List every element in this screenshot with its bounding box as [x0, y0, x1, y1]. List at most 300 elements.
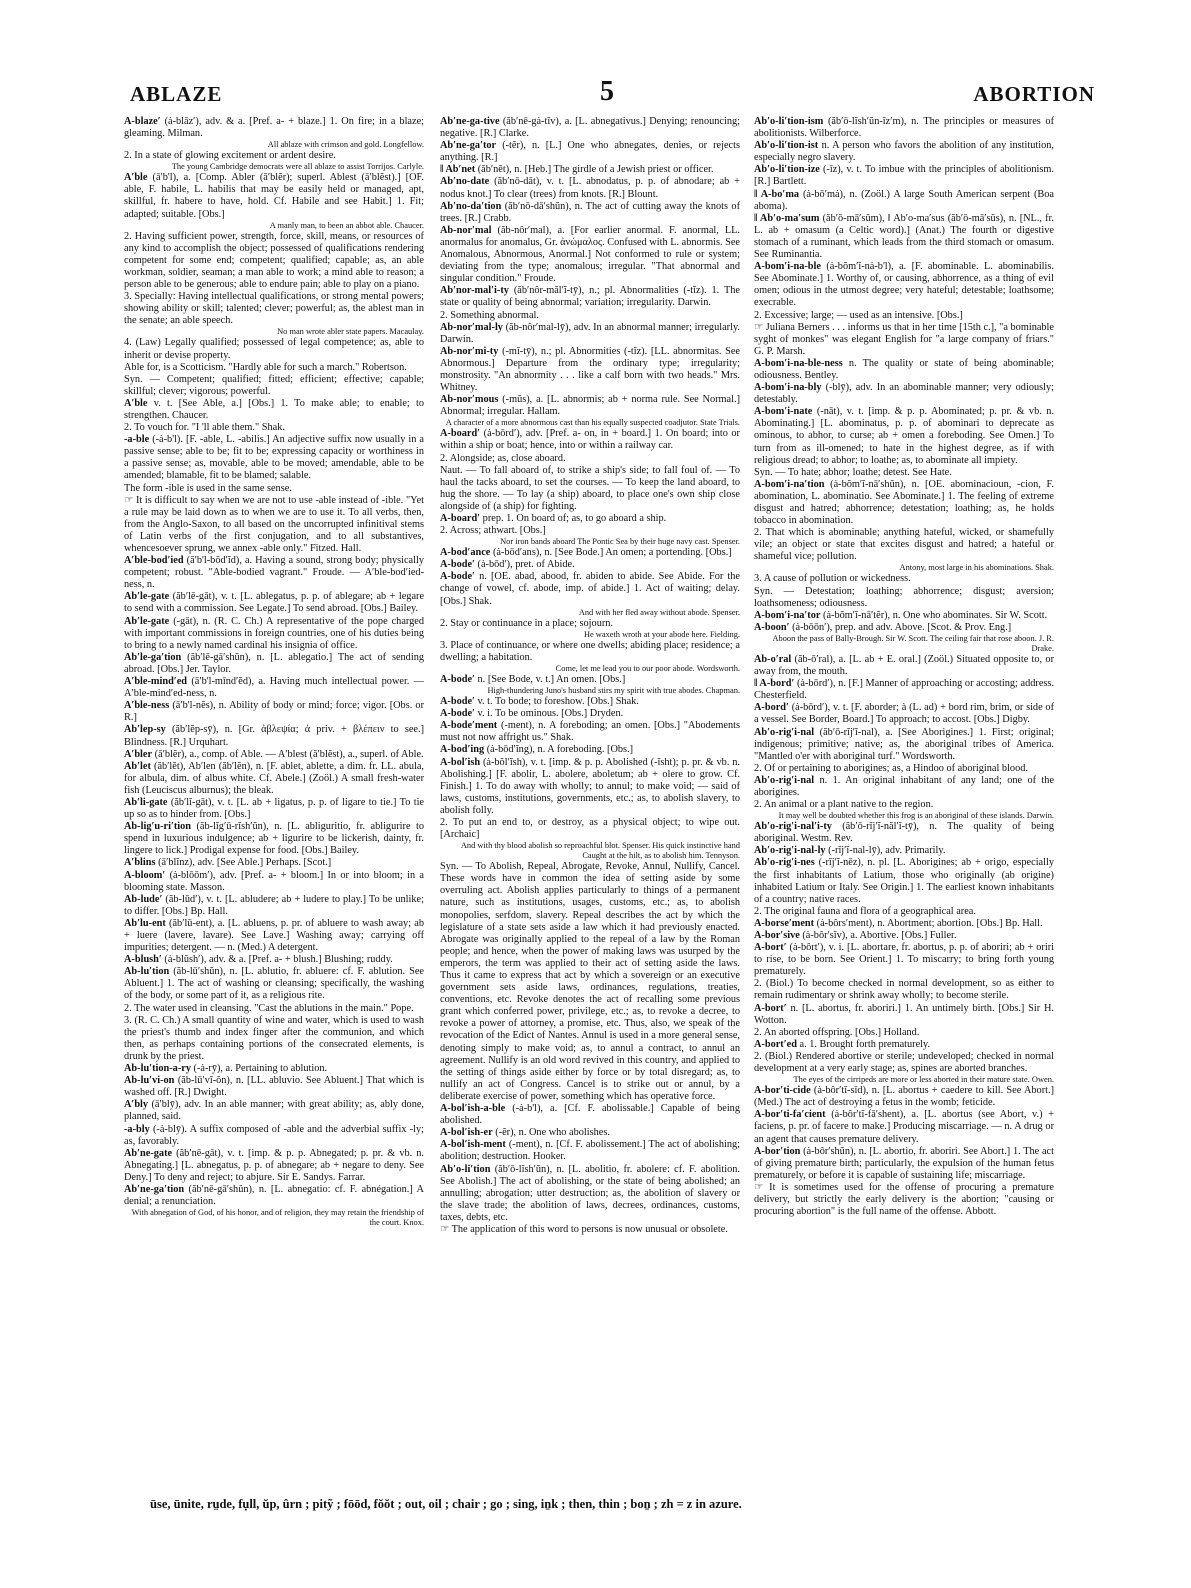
headword: A-bol′ish-a-ble [440, 1103, 506, 1115]
dictionary-entry [754, 213, 1054, 261]
page-header [90, 76, 1095, 116]
entry-sense [440, 640, 740, 664]
definition-text: v. i. To be ominous. [Obs.] Dryden. [477, 708, 624, 720]
definition-text: Syn. — To hate; abhor; loathe; detest. See Hate. [754, 466, 952, 478]
column-left [124, 116, 424, 1476]
definition-text: (ȧ-bōd′ĭng), n. A foreboding. [Obs.] [486, 744, 634, 756]
definition-text: 2. An aborted offspring. [Obs.] Holland. [754, 1026, 920, 1038]
definition-text: 2. Excessive; large; — used as an intensive. [Obs.] [754, 309, 963, 321]
definition-text: (ăb′ō-mā′sŭm), ‖ Ab′o-ma′sus (ăb′ō-mā′sŭs), n. [NL., fr. L. ab + omasum (a Celtic word).] (Anat.) The fourth or digestive stomach of a ruminant, which leads from the third stomach or omasum. See Ruminantia. [754, 212, 1054, 261]
dictionary-entry [440, 164, 740, 176]
column-middle [440, 116, 740, 1476]
dictionary-entry [124, 870, 424, 894]
dictionary-entry [754, 1085, 1054, 1109]
definition-text: (ăb-nôr′mal-lȳ), adv. In an abnormal manner; irregularly. Darwin. [440, 321, 740, 345]
headword: A-bode′ [440, 673, 475, 685]
headword: Ab-lu′tion [124, 966, 170, 978]
definition-text: (ȧ-bôr′tĭ-sīd), n. [L. abortus + caedere to kill. See Abort.] (Med.) The act of destroying a fetus in the womb; feticide. [754, 1085, 1054, 1109]
dictionary-entry [440, 1103, 740, 1127]
dictionary-entry [754, 775, 1054, 799]
definition-text: (ȧ-blōōm′), adv. [Pref. a- + bloom.] In or into bloom; in a blooming state. Masson. [124, 869, 424, 893]
definition-text: (ȧ-bōrd′), v. t. [F. aborder; à (L. ad) + bord rim, brim, or side of a vessel. See Border, Board.] To approach; to accost. [Obs.] Digby. [754, 702, 1054, 726]
dictionary-entry [440, 744, 740, 756]
definition-text: 2. Across; athwart. [Obs.] [440, 525, 546, 537]
entry-sense [440, 310, 740, 322]
dictionary-entry [124, 966, 424, 1002]
definition-text: (ăb-lĭg′ū-rĭsh′ŭn), n. [L. abliguritio, fr. abligurire to spend in luxurious indulgence; ab + ligurire to be lickerish, dainty, fr. lingere to lick.] Prodigal expense for food. [Obs.] Bailey. [124, 821, 424, 857]
dictionary-entry [440, 559, 740, 571]
entry-sense [754, 322, 1054, 358]
entry-sense [754, 763, 1054, 775]
definition-text: 3. Place of continuance, or where one dwells; abiding place; residence; a dwelling; a habitation. [440, 639, 740, 663]
headword: A-bord′ [754, 702, 789, 714]
headword: Ab′o-rig′i-nal′i-ty [754, 821, 832, 833]
entry-sense [754, 310, 1054, 322]
headword: Ab′le-ga′tion [124, 651, 182, 663]
definition-text: (ā′blẽr), a., comp. of Able. — A′blest (ā′blĕst), a., superl. of Able. [154, 748, 424, 760]
definition-text: (ăb′lĭ-gāt), v. t. [L. ab + ligatus, p. p. of ligare to tie.] To tie up so as to hinder from. [Obs.] [124, 796, 424, 821]
headword: A′ble [124, 397, 148, 409]
definition-text: n. [OE. abad, abood, fr. abiden to abide. See Abide. For the change of vowel, cf. abode, imp. of abide.] 1. Act of waiting; delay. [Obs.] Shak. [440, 571, 740, 607]
headword: Ab′lep-sy [124, 724, 166, 736]
citation-quote: A character of a more abnormous cast than his equally suspected coadjutor. State Trials. [445, 418, 740, 428]
definition-text: 4. (Law) Legally qualified; possessed of legal competence; as, able to inherit or devise property. [124, 337, 424, 361]
definition-text: (ăb-ō′ral), a. [L. ab + E. oral.] (Zoöl.) Situated opposite to, or away from, the mouth. [754, 653, 1054, 678]
dictionary-entry [440, 285, 740, 309]
headword: A-board′ [440, 428, 481, 440]
definition-text: (-mĭ-tȳ), n.; pl. Abnormities (-tĭz). [LL. abnormitas. See Abnormous.] Departure from the ordinary type; irregularity; monstrosity. "An abnormity . . . like a calf born with two heads." Mrs. Whitney. [440, 345, 740, 394]
headword: ‖ A-bo′ma [754, 188, 800, 200]
dictionary-entry [754, 942, 1054, 978]
definition-text: (ăb′lē-gā′shŭn), n. [L. ablegatio.] The act of sending abroad. [Obs.] Jer. Taylor. [124, 651, 424, 675]
headword: Ab′o-li′tion-ism [754, 116, 824, 127]
dictionary-entry [124, 434, 424, 482]
entry-sense [124, 150, 424, 162]
dictionary-entry [754, 1146, 1054, 1182]
definition-text: (ăb′nō-dā′shŭn), n. The act of cutting away the knots of trees. [R.] Crabb. [440, 200, 740, 224]
citation-quote: High-thundering Juno's husband stirs my spirit with true abodes. Chapman. [487, 686, 740, 696]
dictionary-entry [440, 428, 740, 452]
definition-text: (-rĭj′ĭ-nal-lȳ), adv. Primarily. [828, 845, 946, 857]
dictionary-entry [754, 382, 1054, 406]
definition-text: ☞ Juliana Berners . . . informs us that in her time [15th c.], "a bominable syght of monkes" was elegant English for "a large company of friars." G. P. Marsh. [754, 321, 1054, 357]
dictionary-entry [754, 727, 1054, 763]
dictionary-entry [440, 547, 740, 559]
definition-text: (ā′b'l-mīnd′ĕd), a. Having much intellectual power. — A′ble-mind′ed-ness, n. [124, 676, 424, 700]
headword: Ab′lu-ent [124, 917, 166, 929]
dictionary-entry [124, 700, 424, 724]
citation-quote: Antony, most large in his abominations. Shak. [899, 563, 1054, 573]
definition-text: (-gāt), n. (R. C. Ch.) A representative of the pope charged with important commissions in foreign countries, one of his duties being to bring to a newly named cardinal his insignia of office. [124, 615, 424, 651]
dictionary-entry [754, 702, 1054, 726]
headword: Ab-nor′mi-ty [440, 345, 499, 357]
headword: A-bod′ance [440, 547, 491, 559]
definition-text: (ȧ-blŭsh′), adv. & a. [Pref. a- + blush.] Blushing; ruddy. [164, 954, 393, 966]
definition-text: n. 1. An original inhabitant of any land; one of the aborigines. [754, 774, 1054, 798]
definition-text: 2. Of or pertaining to aborigines; as, a Hindoo of aboriginal blood. [754, 762, 1028, 774]
definition-text: (-blȳ), adv. In an abominable manner; very odiously; detestably. [754, 382, 1054, 406]
dictionary-entry [754, 821, 1054, 845]
definition-text: 2. Something abnormal. [440, 309, 539, 321]
dictionary-entry [124, 761, 424, 797]
headword: Ab′ne-ga-tive [440, 116, 500, 127]
definition-text: (-ȧ-blȳ). A suffix composed of -able and the adverbial suffix -ly; as, favorably. [124, 1123, 424, 1147]
entry-sense [124, 362, 424, 374]
definition-text: 2. Alongside; as, close aboard. [440, 452, 566, 464]
entry-sense [124, 374, 424, 398]
dictionary-entry [124, 821, 424, 857]
definition-text: 2. To put an end to, or destroy, as a physical object; to wipe out. [Archaic] [440, 816, 740, 841]
headword: -a-bly [124, 1123, 150, 1135]
dictionary-entry [124, 652, 424, 676]
headword: A′bly [124, 1099, 149, 1111]
dictionary-entry [440, 757, 740, 817]
dictionary-entry [754, 261, 1054, 309]
headword: A-blaze′ [124, 116, 161, 127]
headword: A-bom′i-na-ble-ness [754, 357, 843, 369]
headword: A-blush′ [124, 954, 162, 966]
dictionary-entry [124, 172, 424, 220]
definition-text: 2. (Biol.) To become checked in normal development, so as either to remain rudimentary or shrink away wholly; to become sterile. [754, 978, 1054, 1002]
definition-text: 2. In a state of glowing excitement or ardent desire. [124, 150, 336, 162]
definition-text: (ăb′nē-gā′shŭn), n. [L. abnegatio: cf. F. abnégation.] A denial; a renunciation. [124, 1183, 424, 1208]
headword: A′ble-bod′ied [124, 555, 184, 567]
definition-text: (-īz), v. t. To imbue with the principles of abolitionism. [R.] Bartlett. [754, 164, 1054, 188]
dictionary-entry [440, 708, 740, 720]
headword: A′bler [124, 748, 153, 760]
definition-text: (ăb′nĕt), n. [Heb.] The girdle of a Jewish priest or officer. [477, 164, 714, 176]
entry-sense [754, 799, 1054, 811]
definition-text: ☞ It is sometimes used for the offense of procuring a premature delivery, but strictly the early delivery is the abortion; "causing or procuring abortion" is the full name of the offense. Abbott. [754, 1181, 1054, 1218]
definition-text: 2. To vouch for. "I 'll able them." Shak. [124, 422, 285, 434]
headword: A-bode′ [440, 559, 475, 571]
definition-text: (ā′b'l), a. [Comp. Abler (ā′blẽr); superl. Ablest (ā′blĕst).] [OF. able, F. habile, L. habilis that may be easily held or managed, apt, skillful, fr. habere to have, hold. Cf. Habile and see Habit.] 1. Fit; adapted; suitable. [Obs.] [124, 172, 424, 220]
headword: A-bod′ing [440, 744, 485, 756]
entry-sense [124, 337, 424, 361]
headword: Ab′o-rig′i-nes [754, 857, 815, 869]
definition-text: (ā′b'l-nĕs), n. Ability of body or mind; force; vigor. [Obs. or R.] [124, 700, 424, 724]
definition-text: 3. (R. C. Ch.) A small quantity of wine and water, which is used to wash the priest's thumb and index finger after the communion, and which then, as perhaps containing portions of the consecrated elements, is drunk by the priest. [124, 1014, 424, 1062]
guide-word-right: ABORTION [973, 82, 1095, 106]
headword: Ab-nor′mal-ly [440, 321, 503, 333]
pronunciation-key: ūse, ūnite, rṳde, fụll, ŭp, ûrn ; pitỹ ; fōōd, fŏŏt ; out, oil ; chair ; go ; sing, iṉk ; then, thin ; boṉ ; zh = z in azure. [150, 1497, 742, 1511]
headword: Ab′le-gate [124, 615, 170, 627]
entry-sense [754, 906, 1054, 918]
headword: -a-ble [124, 434, 150, 446]
citation-quote: The young Cambridge democrats were all ablaze to assist Torrijos. Carlyle. [171, 162, 424, 172]
definition-text: (ăb′ō-lĭsh′ŭn), n. [L. abolitio, fr. abolere: cf. F. abolition. See Abolish.] The act of abolishing, or the state of being abolished; an annulling; abrogation; utter destruction; as, the abolition of slavery or the slave trade; the abolition of laws, decrees, ordinances, customs, taxes, debts, etc. [440, 1163, 740, 1223]
dictionary-entry [124, 398, 424, 422]
headword: ‖ Ab′net [440, 164, 476, 176]
headword: A-borse′ment [754, 917, 815, 929]
headword: Ab′ne-ga′tion [124, 1183, 185, 1195]
definition-text: ☞ The application of this word to persons is now unusual or obsolete. [440, 1223, 728, 1235]
entry-sense [754, 1051, 1054, 1075]
dictionary-entry [124, 1124, 424, 1148]
dictionary-entry [124, 894, 424, 918]
dictionary-entry [440, 140, 740, 164]
dictionary-entry [124, 857, 424, 869]
definition-text: (ȧ-bŏm′ĭ-nā′tẽr), n. One who abominates. Sir W. Scott. [823, 609, 1048, 621]
headword: Ab′ne-ga′tor [440, 140, 497, 152]
dictionary-entry [440, 720, 740, 744]
dictionary-entry [124, 1099, 424, 1123]
dictionary-entry [440, 513, 740, 525]
definition-text: (ăb′lĕp-sȳ), n. [Gr. ἀβλεψία; ἀ priv. + βλέπειν to see.] Blindness. [R.] Urquhart. [124, 724, 424, 748]
dictionary-entry [754, 479, 1054, 527]
definition-text: (ȧ-bōd′ans), n. [See Bode.] An omen; a portending. [Obs.] [492, 547, 732, 559]
definition-text: (-mŭs), a. [L. abnormis; ab + norma rule. See Normal.] Abnormal; irregular. Hallam. [440, 394, 740, 418]
dictionary-entry [440, 116, 740, 140]
entry-sense [440, 525, 740, 537]
definition-text: prep. 1. On board of; as, to go aboard a ship. [482, 513, 667, 524]
headword: A-bode′ [440, 571, 475, 583]
dictionary-entry [754, 1109, 1054, 1145]
headword: Ab′ne-gate [124, 1147, 173, 1159]
citation-quote: With abnegation of God, of his honor, and of religion, they may retain the friendship of the court. Knox. [131, 1208, 424, 1228]
citation-quote: Aboon the pass of Bally-Brough. Sir W. Scott. The ceiling fair that rose aboon. J. R. Drake. [772, 633, 1054, 653]
headword: A-bor′tion [754, 1145, 801, 1157]
dictionary-entry [124, 676, 424, 700]
entry-sense [124, 495, 424, 555]
entry-sense [754, 573, 1054, 585]
entry-sense [124, 231, 424, 291]
headword: Ab′li-gate [124, 796, 168, 808]
definition-text: n. [L. abortus, fr. aboriri.] 1. An untimely birth. [Obs.] Sir H. Wotton. [754, 1002, 1054, 1026]
headword: A-bode′ [440, 696, 475, 708]
dictionary-entry [124, 116, 424, 140]
headword: Ab′o-rig′i-nal-ly [754, 845, 826, 857]
definition-text: (ā′blĭnz), adv. [See Able.] Perhaps. [Scot.] [158, 857, 332, 869]
citation-quote: It may well be doubted whether this frog is an aboriginal of these islands. Darwin. [778, 811, 1054, 821]
dictionary-entry [124, 591, 424, 615]
dictionary-entry [124, 918, 424, 954]
definition-text: (ȧ-bôr′sĭv), a. Abortive. [Obs.] Fuller. [802, 930, 957, 941]
entry-sense [124, 422, 424, 434]
headword: A-bor′ti-cide [754, 1085, 811, 1097]
dictionary-entry [124, 1148, 424, 1184]
entry-sense [124, 291, 424, 327]
headword: Ab′let [124, 760, 151, 772]
definition-text: (ȧ-bŏm′ĭ-nā′shŭn), n. [OE. abominacioun, -cion, F. abomination, L. abominatio. See Abominate.] 1. The feeling of extreme disgust and hatred; abhorrence; detestation; loathing; as, he holds tobacco in abomination. [754, 478, 1054, 527]
headword: A-bode′ment [440, 720, 498, 732]
headword: A-bort′ [754, 1002, 787, 1014]
definition-text: (ȧ-bôrt′), v. i. [L. abortare, fr. abortus, p. p. of aboriri; ab + oriri to rise, to be born. See Orient.] 1. To miscarry; to bring forth young prematurely. [754, 942, 1054, 978]
headword: ‖ A-bord′ [754, 678, 795, 690]
definition-text: (ăb′lū-ent), a. [L. abluens, p. pr. of abluere to wash away; ab + luere (lavere, lavare). See Lave.] Washing away; carrying off impurities; detergent. — n. (Med.) A detergent. [124, 917, 424, 954]
headword: Ab′no-da′tion [440, 200, 502, 212]
dictionary-entry [754, 654, 1054, 678]
citation-quote: A manly man, to been an abbot able. Chaucer. [269, 220, 424, 230]
dictionary-entry [754, 610, 1054, 622]
dictionary-entry [754, 189, 1054, 213]
definition-text: (ăb′nē-gȧ-tĭv), a. [L. abnegativus.] Denying; renouncing; negative. [R.] Clarke. [440, 116, 740, 140]
dictionary-entry [440, 394, 740, 418]
headword: A-bor′ti-fa′cient [754, 1109, 826, 1121]
definition-text: 2. (Biol.) Rendered abortive or sterile; undeveloped; checked in normal development at a very early stage; as, spines are aborted branches. [754, 1050, 1054, 1075]
dictionary-entry [440, 1139, 740, 1163]
definition-text: 2. The original fauna and flora of a geographical area. [754, 905, 976, 917]
headword: A-bode′ [440, 708, 475, 720]
definition-text: 2. That which is abominable; anything hateful, wicked, or shamefully vile; an object or state that excites disgust and hatred; a hateful or shameful vice; pollution. [754, 527, 1054, 563]
definition-text: (-ȧ-b'l), a. [Cf. F. abolissable.] Capable of being abolished. [440, 1103, 740, 1127]
dictionary-entry [754, 406, 1054, 466]
entry-sense [440, 618, 740, 630]
dictionary-entry [754, 845, 1054, 857]
headword: Ab-lu′tion-a-ry [124, 1063, 191, 1075]
definition-text: (-ment), n. A foreboding; an omen. [Obs.] "Abodements must not now affright us." Shak. [440, 720, 740, 744]
definition-text: 3. A cause of pollution or wickedness. [754, 573, 911, 585]
definition-text: (ȧ-bŏl′ĭsh), v. t. [imp. & p. p. Abolished (-ĭsht); p. pr. & vb. n. Abolishing.] [F. abolir, L. abolere, aboletum; ab + olere to grow. Cf. Finish.] 1. To do away with wholly; to annul; to make void; — said of laws, customs, institutions, governments, etc.; as, to abolish slavery, to abolish folly. [440, 756, 740, 816]
dictionary-entry [754, 1003, 1054, 1027]
definition-text: v. t. [See Able, a.] [Obs.] 1. To make able; to enable; to strengthen. Chaucer. [124, 397, 424, 421]
definition-text: (-ȧ-b'l). [F. -able, L. -abilis.] An adjective suffix now usually in a passive sense; able to be; fit to be; expressing capacity or worthiness in a passive sense; as, movable, able to be moved; amendable, able to be amended; blamable, fit to be blamed; salable. [124, 434, 424, 482]
dictionary-entry [124, 1063, 424, 1075]
headword: A-bort′ [754, 942, 787, 954]
definition-text: v. t. To bode; to foreshow. [Obs.] Shak. [477, 696, 639, 708]
headword: Ab′o-li′tion [440, 1163, 491, 1175]
headword: A-bol′ish [440, 756, 481, 768]
headword: A-bom′i-na′tion [754, 478, 825, 490]
definition-text: (ȧ-bôr′shŭn), n. [L. abortio, fr. aboriri. See Abort.] 1. The act of giving premature birth; particularly, the expulsion of the human fetus prematurely, or before it is capable of sustaining life; miscarriage. [754, 1145, 1054, 1181]
definition-text: 3. Specially: Having intellectual qualifications, or strong mental powers; showing ability or skill; talented; clever; powerful; as, the ablest man in the senate; an able speech. [124, 291, 424, 327]
headword: A-bloom′ [124, 869, 166, 881]
definition-text: 2. The water used in cleansing. "Cast the ablutions in the main." Pope. [124, 1002, 414, 1014]
text-columns [124, 116, 1054, 1476]
headword: Ab′le-gate [124, 591, 170, 603]
definition-text: Syn. — Detestation; loathing; abhorrence; disgust; aversion; loathsomeness; odiousness. [754, 585, 1054, 609]
dictionary-entry [124, 616, 424, 652]
entry-sense [754, 467, 1054, 479]
headword: A′ble [124, 172, 148, 184]
citation-quote: Come, let me lead you to our poor abode. Wordsworth. [555, 663, 740, 673]
definition-text: 2. Having sufficient power, strength, force, skill, means, or resources of any kind to accomplish the object; possessed of qualifications rendering competent for some end; competent; qualified; capable; as, an able workman, soldier, seaman; a man able to work; a mind able to reason; a person able to be generous; able to endure pain; able to play on a piano. [124, 230, 424, 291]
definition-text: (ăb′nôr-măl′ĭ-tȳ), n.; pl. Abnormalities (-tĭz). 1. The state or quality of being abnormal; variation; irregularity. Darwin. [440, 285, 740, 309]
definition-text: n. The quality or state of being abominable; odiousness. Bentley. [754, 357, 1054, 381]
headword: A-bor′sive [754, 930, 800, 941]
definition-text: (ăb′ō-lĭsh′ŭn-ĭz′m), n. The principles or measures of abolitionists. Wilberforce. [754, 116, 1054, 140]
dictionary-entry [754, 164, 1054, 188]
entry-sense [440, 453, 740, 465]
citation-quote: He waxeth wroth at your abode here. Fielding. [583, 629, 740, 639]
dictionary-entry [440, 674, 740, 686]
dictionary-entry [124, 555, 424, 591]
definition-text: (ȧ-blāz′), adv. & a. [Pref. a- + blaze.] 1. On fire; in a blaze; gleaming. Milman. [124, 116, 424, 140]
headword: Ab′o-rig′i-nal [754, 726, 815, 738]
entry-sense [440, 861, 740, 1103]
headword: A-bom′i-na-bly [754, 382, 822, 394]
headword: A-bom′i-na-ble [754, 261, 821, 273]
definition-text: a. 1. Brought forth prematurely. [799, 1038, 931, 1050]
dictionary-entry [440, 696, 740, 708]
headword: Ab-lu′vi-on [124, 1075, 175, 1087]
column-right [754, 116, 1054, 1476]
definition-text: (ā′b'l-bŏd′ĭd), a. Having a sound, strong body; physically competent; robust. "Able-bodied vagrant." Froude. — A′ble-bod′ied-ness, n. [124, 555, 424, 591]
headword: A-bol′ish-ment [440, 1139, 506, 1151]
definition-text: Naut. — To fall aboard of, to strike a ship's side; to fall foul of. — To haul the tacks aboard, to set the courses. — To keep the land aboard, to hug the shore. — To lay (a ship) aboard, to place one's own ship close alongside of (a ship) for fighting. [440, 464, 740, 512]
dictionary-entry [440, 322, 740, 346]
headword: Ab′nor-mal′i-ty [440, 285, 509, 297]
entry-sense [124, 1015, 424, 1063]
citation-quote: And with her fled away without abode. Spenser. [578, 607, 740, 617]
definition-text: (ȧ-bōrd′), adv. [Pref. a- on, in + board.] 1. On board; into or within a ship or boat; hence, into or within a railway car. [440, 428, 740, 452]
definition-text: 2. Stay or continuance in a place; sojourn. [440, 617, 613, 629]
entry-sense [440, 465, 740, 513]
definition-text: (ȧ-bōōn′), prep. and adv. Above. [Scot. & Prov. Eng.] [792, 621, 1012, 633]
headword: A-bort′ed [754, 1038, 797, 1050]
definition-text: The form -ible is used in the same sense. [124, 482, 292, 494]
definition-text: Syn. — Competent; qualified; fitted; efficient; effective; capable; skillful; clever; vigorous; powerful. [124, 373, 424, 397]
definition-text: (ȧ-bō′mȧ), n. (Zoöl.) A large South American serpent (Boa aboma). [754, 188, 1054, 212]
dictionary-entry [754, 1039, 1054, 1051]
headword: A′blins [124, 857, 156, 869]
page-number: 5 [600, 76, 614, 107]
headword: A′ble-ness [124, 700, 170, 712]
definition-text: n. A person who favors the abolition of any institution, especially negro slavery. [754, 140, 1054, 164]
entry-sense [754, 1027, 1054, 1039]
headword: Ab-nor′mous [440, 394, 499, 406]
headword: A-board′ [440, 513, 481, 524]
entry-sense [440, 1224, 740, 1236]
dictionary-entry [754, 918, 1054, 930]
dictionary-entry [124, 797, 424, 821]
entry-sense [754, 586, 1054, 610]
entry-sense [754, 978, 1054, 1002]
citation-quote: Nor iron bands aboard The Pontic Sea by their huge navy cast. Spenser. [500, 537, 740, 547]
dictionary-entry [124, 749, 424, 761]
definition-text: (ăb-nôr′mal), a. [For earlier anormal. F. anormal, LL. anormalus for anomalus, Gr. ἀνώμαλος. Confused with L. abnormis. See Anomalous, Abnormous, Anormal.] Not conformed to rule or system; deviating from the type; anomalous; irregular. "That abnormal and singular condition." Froude. [440, 224, 740, 285]
citation-quote: All ablaze with crimson and gold. Longfellow. [267, 140, 424, 150]
definition-text: (ȧ-bôr′tĭ-fā′shent), a. [L. abortus (see Abort, v.) + faciens, p. pr. of facere to make.] Producing miscarriage. — n. A drug or an agent that causes premature delivery. [754, 1109, 1054, 1145]
headword: A-bom′i-nate [754, 406, 813, 418]
dictionary-entry [754, 358, 1054, 382]
guide-word-left: ABLAZE [130, 82, 223, 106]
dictionary-entry [754, 140, 1054, 164]
headword: Ab-o′ral [754, 653, 792, 665]
dictionary-entry [440, 1164, 740, 1224]
citation-quote: No man wrote abler state papers. Macaulay. [277, 327, 424, 337]
dictionary-entry [754, 116, 1054, 140]
definition-text: (ăb′ō-rĭj′ĭ-nal), a. [See Aborigines.] 1. First; original; indigenous; primitive; native; as, the aboriginal tribes of America. "Mantled o'er with aboriginal turf." Wordsworth. [754, 726, 1054, 762]
dictionary-entry [440, 225, 740, 285]
definition-text: (-ȧ-rȳ), a. Pertaining to ablution. [193, 1063, 328, 1075]
definition-text: Syn. — To Abolish, Repeal, Abrogate, Revoke, Annul, Nullify, Cancel. These words have in common the idea of setting aside by some overruling act. Abolish applies particularly to things of a permanent nature, such as institutions, usages, customs, etc.; as, to abolish monopolies, serfdom, slavery. Repeal describes the act by which the legislature of a state sets aside a law which it had previously enacted. Abrogate was originally applied to the repeal of a law by the Roman people; and hence, when the power of making laws was usurped by the emperors, the term was applied to their act of setting aside the laws. Thus it came to express that act by which a sovereign or an executive government sets aside laws, ordinances, regulations, treaties, conventions, etc. Revoke denotes the act of recalling some previous grant which conferred power, privilege, etc.; as, to revoke a decree, to revoke a power of attorney, a promise, etc. Thus, also, we speak of the revocation of the Edict of Nantes. Annul is used in a more general sense, denoting simply to make void; as, to annul a contract, to annul an agreement. Nullify is an old word revived in this country, and applied to the setting of things aside either by force or by total disregard; as, to nullify an act of Congress. Cancel is to strike out or annul, by a deliberate exercise of power, something which has operative force. [440, 861, 740, 1102]
headword: Ab-nor′mal [440, 224, 492, 236]
dictionary-entry [440, 571, 740, 607]
headword: A-bom′i-na′tor [754, 609, 821, 621]
definition-text: (-nāt), v. t. [imp. & p. p. Abominated; p. pr. & vb. n. Abominating.] [L. abominatus, p. p. of abominari to deprecate as ominous, to abhor, to curse; ab + omen a foreboding. See Omen.] To turn from as ill-omened; to hate in the highest degree, as if with religious dread; to abhor; to loathe; as, to abominate all impiety. [754, 406, 1054, 466]
dictionary-entry [124, 954, 424, 966]
headword: Ab-lude′ [124, 893, 163, 905]
headword: A-boon′ [754, 621, 790, 633]
dictionary-entry [440, 201, 740, 225]
dictionary-entry [440, 176, 740, 200]
definition-text: Able for, is a Scotticism. "Hardly able for such a march." Robertson. [124, 361, 407, 373]
definition-text: n. [See Bode, v. t.] An omen. [Obs.] [477, 673, 626, 685]
dictionary-entry [754, 678, 1054, 702]
definition-text: (-ment), n. [Cf. F. abolissement.] The act of abolishing; abolition; destruction. Hooker. [440, 1139, 740, 1163]
dictionary-entry [124, 724, 424, 748]
headword: Ab′o-rig′i-nal [754, 774, 815, 786]
definition-text: (ăb′lē-gāt), v. t. [L. ablegatus, p. p. of ablegare; ab + legare to send with a commission. See Legate.] To send abroad. [Obs.] Bailey. [124, 591, 424, 615]
entry-sense [124, 1003, 424, 1015]
definition-text: (ȧ-bōrd′), n. [F.] Manner of approaching or accosting; address. Chesterfield. [754, 678, 1054, 702]
definition-text: (ȧ-bôrs′ment), n. Abortment; abortion. [Obs.] Bp. Hall. [816, 917, 1043, 929]
dictionary-entry [440, 346, 740, 394]
citation-quote: The eyes of the cirripeds are more or less aborted in their mature state. Owen. [793, 1075, 1054, 1085]
headword: Ab′no-date [440, 176, 490, 188]
headword: Ab′o-li′tion-ize [754, 164, 820, 176]
